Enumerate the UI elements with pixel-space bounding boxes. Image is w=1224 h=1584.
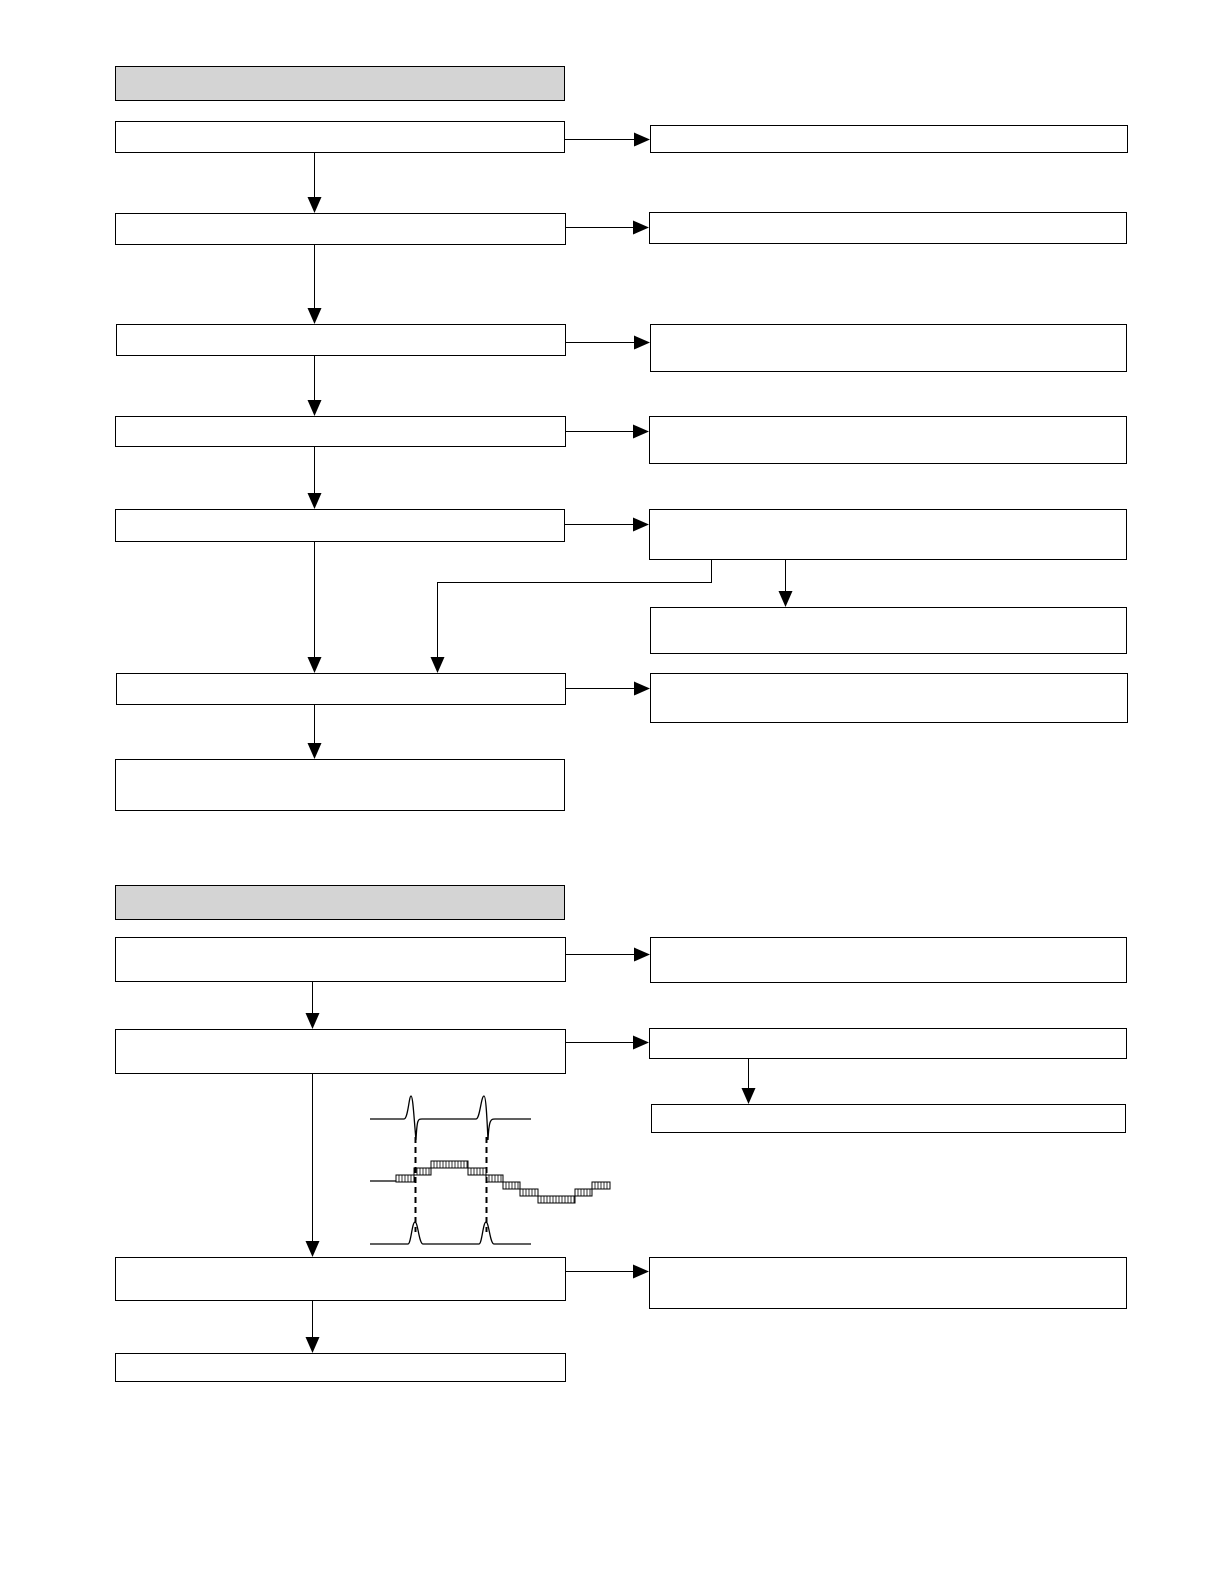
s1-step-5 [116,510,565,542]
section-1-header [116,67,565,101]
s2-step-1 [116,938,566,982]
section-1 [116,67,1128,811]
s1-result-3 [651,325,1127,372]
s2-result-2b [652,1105,1126,1133]
section-2 [116,886,1127,1382]
s1-step-2 [116,214,566,245]
s2-step-2 [116,1030,566,1074]
pulse-trace [370,1096,531,1140]
waveform-icon [370,1096,610,1244]
s1-step-3 [117,325,566,356]
s1-result-2 [650,213,1127,244]
section-2-header [116,886,565,920]
s1-result-1 [651,126,1128,153]
s2-step-3 [116,1258,566,1301]
s2-result-3 [650,1258,1127,1309]
s1-result-5 [650,510,1127,560]
s2-result-1 [651,938,1127,983]
s1-result-6 [651,674,1128,723]
s1-step-4 [116,417,566,447]
output-pulse-trace [370,1222,531,1244]
s1-step-7 [116,760,565,811]
s1-result-4 [650,417,1127,464]
s2-step-4 [116,1354,566,1382]
s1-result-5b [651,608,1127,654]
s1-step-1 [116,122,565,153]
staircase-trace [370,1161,610,1203]
s1-step-6 [117,674,566,705]
s2-result-2 [650,1029,1127,1059]
